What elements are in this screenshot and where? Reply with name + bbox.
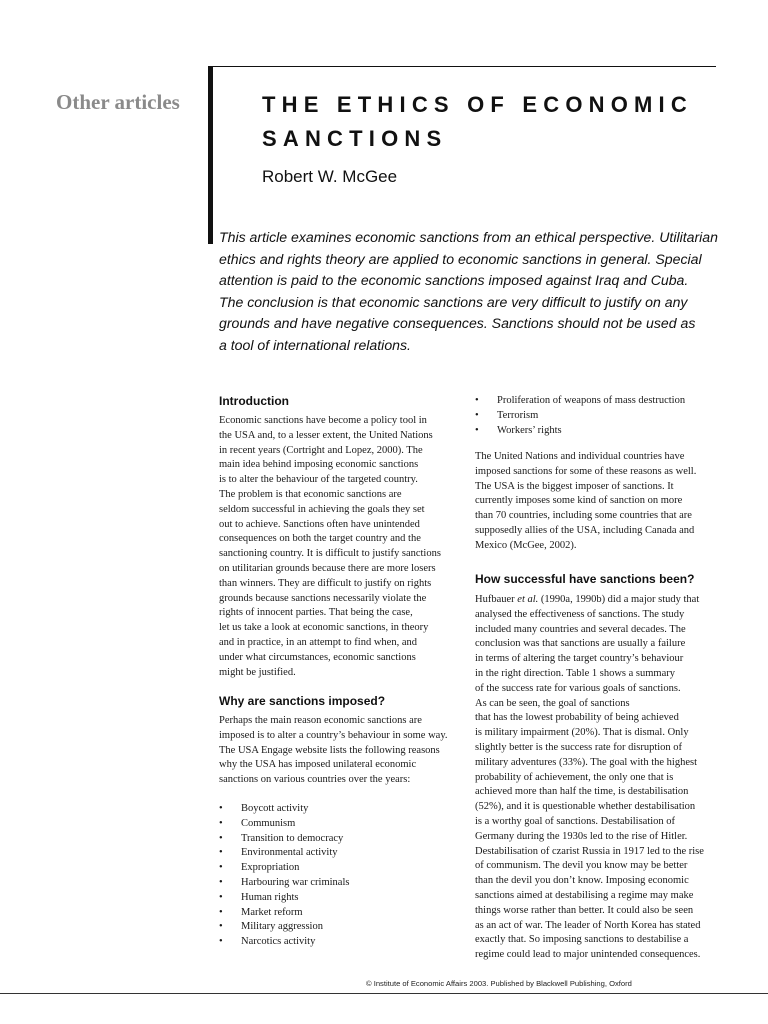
- body-line: is military impairment (20%). That is dismal. Only: [475, 727, 689, 739]
- bullet-item: [475, 424, 725, 439]
- body-line: Mexico (McGee, 2002).: [475, 539, 577, 551]
- body-line: The United Nations and individual countries have: [475, 451, 685, 462]
- body-line: why the USA has imposed unilateral economic: [219, 759, 417, 771]
- introduction-heading: Introduction: [219, 394, 289, 408]
- bullet-text: Expropriation: [241, 862, 300, 874]
- body-line: (52%), and it is questionable whether destabilisation: [475, 801, 696, 813]
- bullet-text: Transition to democracy: [241, 832, 344, 844]
- bullet-item: [475, 409, 725, 424]
- body-line: might be justified.: [219, 666, 296, 678]
- body-line: included many countries and several decades. The: [475, 623, 686, 635]
- bullet-dot-icon: •: [219, 906, 223, 918]
- bullet-item: [219, 935, 464, 950]
- bullet-text: Environmental activity: [241, 847, 338, 859]
- footer-rule: [0, 993, 768, 994]
- section-label: Other articles: [56, 90, 180, 114]
- title-top-rule: [213, 66, 716, 67]
- copyright-footer: © Institute of Economic Affairs 2003. Published by Blackwell Publishing, Oxford: [366, 979, 632, 988]
- body-line: under what circumstances, economic sanctions: [219, 651, 416, 663]
- body-line: grounds because sanctions necessarily violate the: [219, 592, 427, 604]
- bullet-dot-icon: •: [219, 832, 223, 844]
- bullet-item: [219, 906, 464, 921]
- why-heading: Why are sanctions imposed?: [219, 694, 386, 708]
- body-line: The problem is that economic sanctions are: [219, 488, 402, 500]
- article-title: [262, 88, 722, 156]
- body-line: currently imposes some kind of sanction on more: [475, 495, 683, 507]
- body-line: that has the lowest probability of being achieved: [475, 712, 679, 724]
- body-line: in the right direction. Table 1 shows a summary: [475, 667, 675, 679]
- body-line: the USA and, to a lesser extent, the United Nations: [219, 429, 433, 441]
- bullet-dot-icon: •: [219, 876, 223, 888]
- body-line: Germany during the 1930s led to the rise of Hitler.: [475, 830, 688, 842]
- body-line: and in practice, in an attempt to find when, and: [219, 636, 417, 648]
- bullet-text: Boycott activity: [241, 803, 309, 814]
- bullet-dot-icon: •: [219, 862, 223, 874]
- bullet-text: Narcotics activity: [241, 936, 316, 948]
- bullet-text: Human rights: [241, 891, 299, 903]
- bullet-item: [219, 817, 464, 832]
- body-line: out to achieve. Sanctions often have unintended: [219, 518, 420, 530]
- bullet-item: [219, 891, 464, 906]
- bullet-dot-icon: •: [219, 803, 223, 814]
- bullet-item: [219, 920, 464, 935]
- bullet-text: Proliferation of weapons of mass destruction: [497, 395, 686, 406]
- bullet-dot-icon: •: [219, 921, 223, 933]
- body-line: The USA is the biggest imposer of sanctions. It: [475, 480, 674, 492]
- body-line: than 70 countries, including some countries that are: [475, 510, 692, 522]
- abstract-line: attention is paid to the economic sanctions imposed against Iraq and Cuba.: [219, 272, 689, 289]
- bullet-text: Market reform: [241, 906, 303, 918]
- body-line: As can be seen, the goal of sanctions: [475, 697, 630, 709]
- body-line: imposed sanctions for some of these reasons as well.: [475, 465, 697, 477]
- body-line: probability of achievement, the only one that is: [475, 771, 674, 783]
- body-line: conclusion was that sanctions are usually a failure: [475, 638, 686, 650]
- un-sanctions-paragraph: [475, 450, 725, 554]
- abstract-line: The conclusion is that economic sanctions are very difficult to justify on any: [219, 293, 688, 310]
- body-line: on utilitarian grounds because there are more losers: [219, 562, 436, 574]
- body-line: as an act of war. The leader of North Korea has stated: [475, 919, 701, 931]
- body-line: Destabilisation of czarist Russia in 1917 led to the rise: [475, 845, 704, 857]
- bullet-dot-icon: •: [219, 847, 223, 859]
- body-line: Economic sanctions have become a policy tool in: [219, 415, 427, 426]
- body-line: is to alter the behaviour of the targeted country.: [219, 474, 418, 486]
- body-line: analysed the effectiveness of sanctions. The study: [475, 608, 685, 620]
- et-al-italic: et al.: [517, 594, 539, 605]
- body-line: sanctions aimed at destabilising a regime may make: [475, 889, 694, 901]
- body-line: let us take a look at economic sanctions, in theory: [219, 622, 429, 634]
- body-line: than the devil you don’t know. Imposing economic: [475, 875, 689, 887]
- body-line: rights of innocent parties. That being the case,: [219, 607, 413, 619]
- bullet-item: [219, 802, 464, 817]
- reasons-bullet-list: [219, 802, 464, 950]
- bullet-text: Communism: [241, 817, 296, 829]
- body-line: military adventures (33%). The goal with the highest: [475, 756, 698, 768]
- introduction-paragraph: [219, 414, 464, 680]
- body-line: is a worthy goal of sanctions. Destabilisation of: [475, 815, 676, 827]
- body-line: imposed is to alter a country’s behaviour in some way.: [219, 729, 448, 741]
- article-title-line: SANCTIONS: [262, 126, 448, 151]
- body-line: than winners. They are difficult to justify on rights: [219, 577, 432, 589]
- body-line: in terms of altering the target country’s behaviour: [475, 653, 684, 665]
- body-line: sanctions on various countries over the years:: [219, 774, 411, 786]
- bullet-text: Workers’ rights: [497, 424, 562, 436]
- body-line: in recent years (Cortright and Lopez, 2000). The: [219, 444, 423, 456]
- body-line: supposedly allies of the USA, including Canada and: [475, 524, 695, 536]
- bullet-item: [219, 876, 464, 891]
- body-line: Hufbauer et al. (1990a, 1990b) did a major study that: [475, 594, 700, 605]
- bullet-dot-icon: •: [475, 424, 479, 436]
- body-line: The USA Engage website lists the following reasons: [219, 744, 440, 756]
- success-paragraph: [475, 593, 725, 963]
- body-line: exactly that. So imposing sanctions to destabilise a: [475, 934, 689, 946]
- body-line: sanctioning country. It is difficult to justify sanctions: [219, 548, 441, 560]
- success-heading: How successful have sanctions been?: [475, 572, 695, 586]
- bullet-dot-icon: •: [219, 936, 223, 948]
- abstract-line: a tool of international relations.: [219, 336, 411, 353]
- bullet-item: [219, 846, 464, 861]
- body-line: achieved more than half the time, is destabilisation: [475, 786, 689, 798]
- body-line: seldom successful in achieving the goals they set: [219, 503, 425, 515]
- bullet-text: Terrorism: [497, 409, 539, 421]
- bullet-dot-icon: •: [219, 817, 223, 829]
- bullet-item: [219, 861, 464, 876]
- title-vertical-bar: [208, 66, 213, 244]
- body-line: consequences on both the target country and the: [219, 533, 421, 545]
- body-line: slightly better is the success rate for disruption of: [475, 741, 683, 753]
- bullet-item: [475, 394, 725, 409]
- bullet-item: [219, 832, 464, 847]
- abstract-line: grounds and have negative consequences. Sanctions should not be used as: [219, 315, 696, 332]
- bullet-dot-icon: •: [219, 891, 223, 903]
- why-paragraph: [219, 714, 464, 788]
- reasons-bullet-list-continued: [475, 394, 725, 438]
- bullet-dot-icon: •: [475, 409, 479, 421]
- body-line: main idea behind imposing economic sanctions: [219, 459, 419, 471]
- bullet-text: Military aggression: [241, 921, 323, 933]
- article-author: Robert W. McGee: [262, 167, 398, 186]
- body-line: Perhaps the main reason economic sanctions are: [219, 715, 422, 726]
- article-title-line: THE ETHICS OF ECONOMIC: [262, 92, 693, 117]
- body-line: regime could lead to major unintended consequences.: [475, 949, 701, 961]
- bullet-text: Harbouring war criminals: [241, 876, 350, 888]
- body-line: of the success rate for various goals of sanctions.: [475, 682, 681, 694]
- bullet-dot-icon: •: [475, 395, 479, 406]
- article-abstract: [219, 227, 729, 357]
- body-line: of communism. The devil you know may be better: [475, 860, 688, 872]
- body-line: things worse rather than better. It could also be seen: [475, 904, 694, 916]
- abstract-line: This article examines economic sanctions from an ethical perspective. Utilitarian: [219, 229, 718, 245]
- abstract-line: ethics and rights theory are applied to economic sanctions in general. Special: [219, 250, 702, 267]
